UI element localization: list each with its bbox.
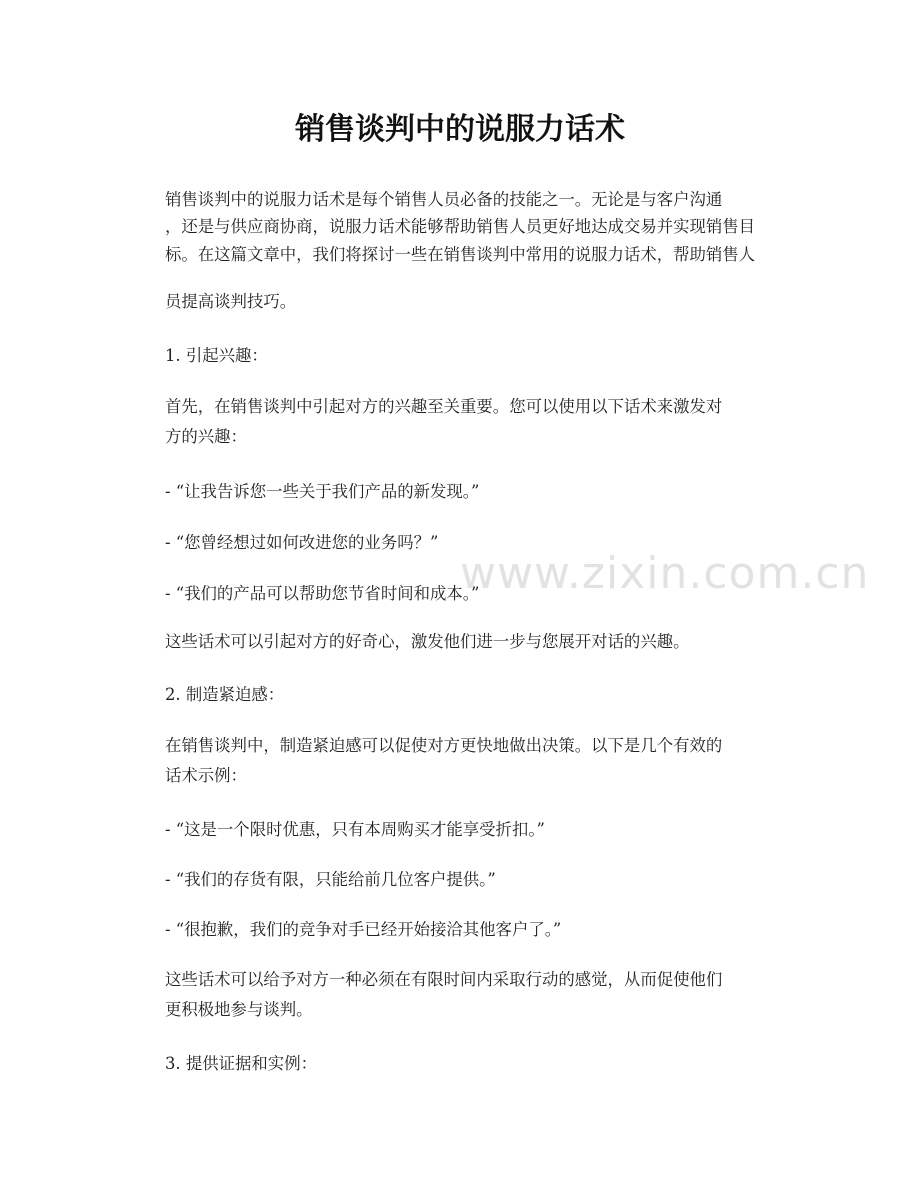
section2-example-3: - “很抱歉，我们的竞争对手已经开始接洽其他客户了。”: [165, 920, 562, 939]
section3-heading: 3. 提供证据和实例：: [165, 1054, 317, 1073]
document-title: 销售谈判中的说服力话术: [295, 112, 625, 147]
section2-lead-line-1: 在销售谈判中，制造紧迫感可以促使对方更快地做出决策。以下是几个有效的: [165, 736, 723, 755]
intro-line-2: ，还是与供应商协商，说服力话术能够帮助销售人员更好地达成交易并实现销售目: [165, 217, 756, 236]
section2-example-1: - “这是一个限时优惠，只有本周购买才能享受折扣。”: [165, 820, 545, 839]
watermark-text: www.zixin.com.cn: [460, 548, 870, 599]
section2-heading: 2. 制造紧迫感：: [165, 685, 285, 704]
section1-summary: 这些话术可以引起对方的好奇心，激发他们进一步与您展开对话的兴趣。: [165, 632, 690, 651]
section1-example-2: - “您曾经想过如何改进您的业务吗？”: [165, 533, 439, 552]
section2-example-2: - “我们的存货有限，只能给前几位客户提供。”: [165, 870, 496, 889]
section1-heading: 1. 引起兴趣：: [165, 346, 268, 365]
section1-example-3: - “我们的产品可以帮助您节省时间和成本。”: [165, 584, 480, 603]
section1-lead-line-1: 首先，在销售谈判中引起对方的兴趣至关重要。您可以使用以下话术来激发对: [165, 397, 723, 416]
intro-line-4: 员提高谈判技巧。: [165, 292, 297, 311]
intro-line-3: 标。在这篇文章中，我们将探讨一些在销售谈判中常用的说服力话术，帮助销售人: [165, 245, 756, 264]
intro-line-1: 销售谈判中的说服力话术是每个销售人员必备的技能之一。无论是与客户沟通: [165, 190, 723, 209]
section2-lead-line-2: 话术示例：: [165, 766, 247, 785]
section2-summary-line-1: 这些话术可以给予对方一种必须在有限时间内采取行动的感觉，从而促使他们: [165, 970, 723, 989]
section1-lead-line-2: 方的兴趣：: [165, 427, 247, 446]
section2-summary-line-2: 更积极地参与谈判。: [165, 1000, 313, 1019]
section1-example-1: - “让我告诉您一些关于我们产品的新发现。”: [165, 482, 480, 501]
